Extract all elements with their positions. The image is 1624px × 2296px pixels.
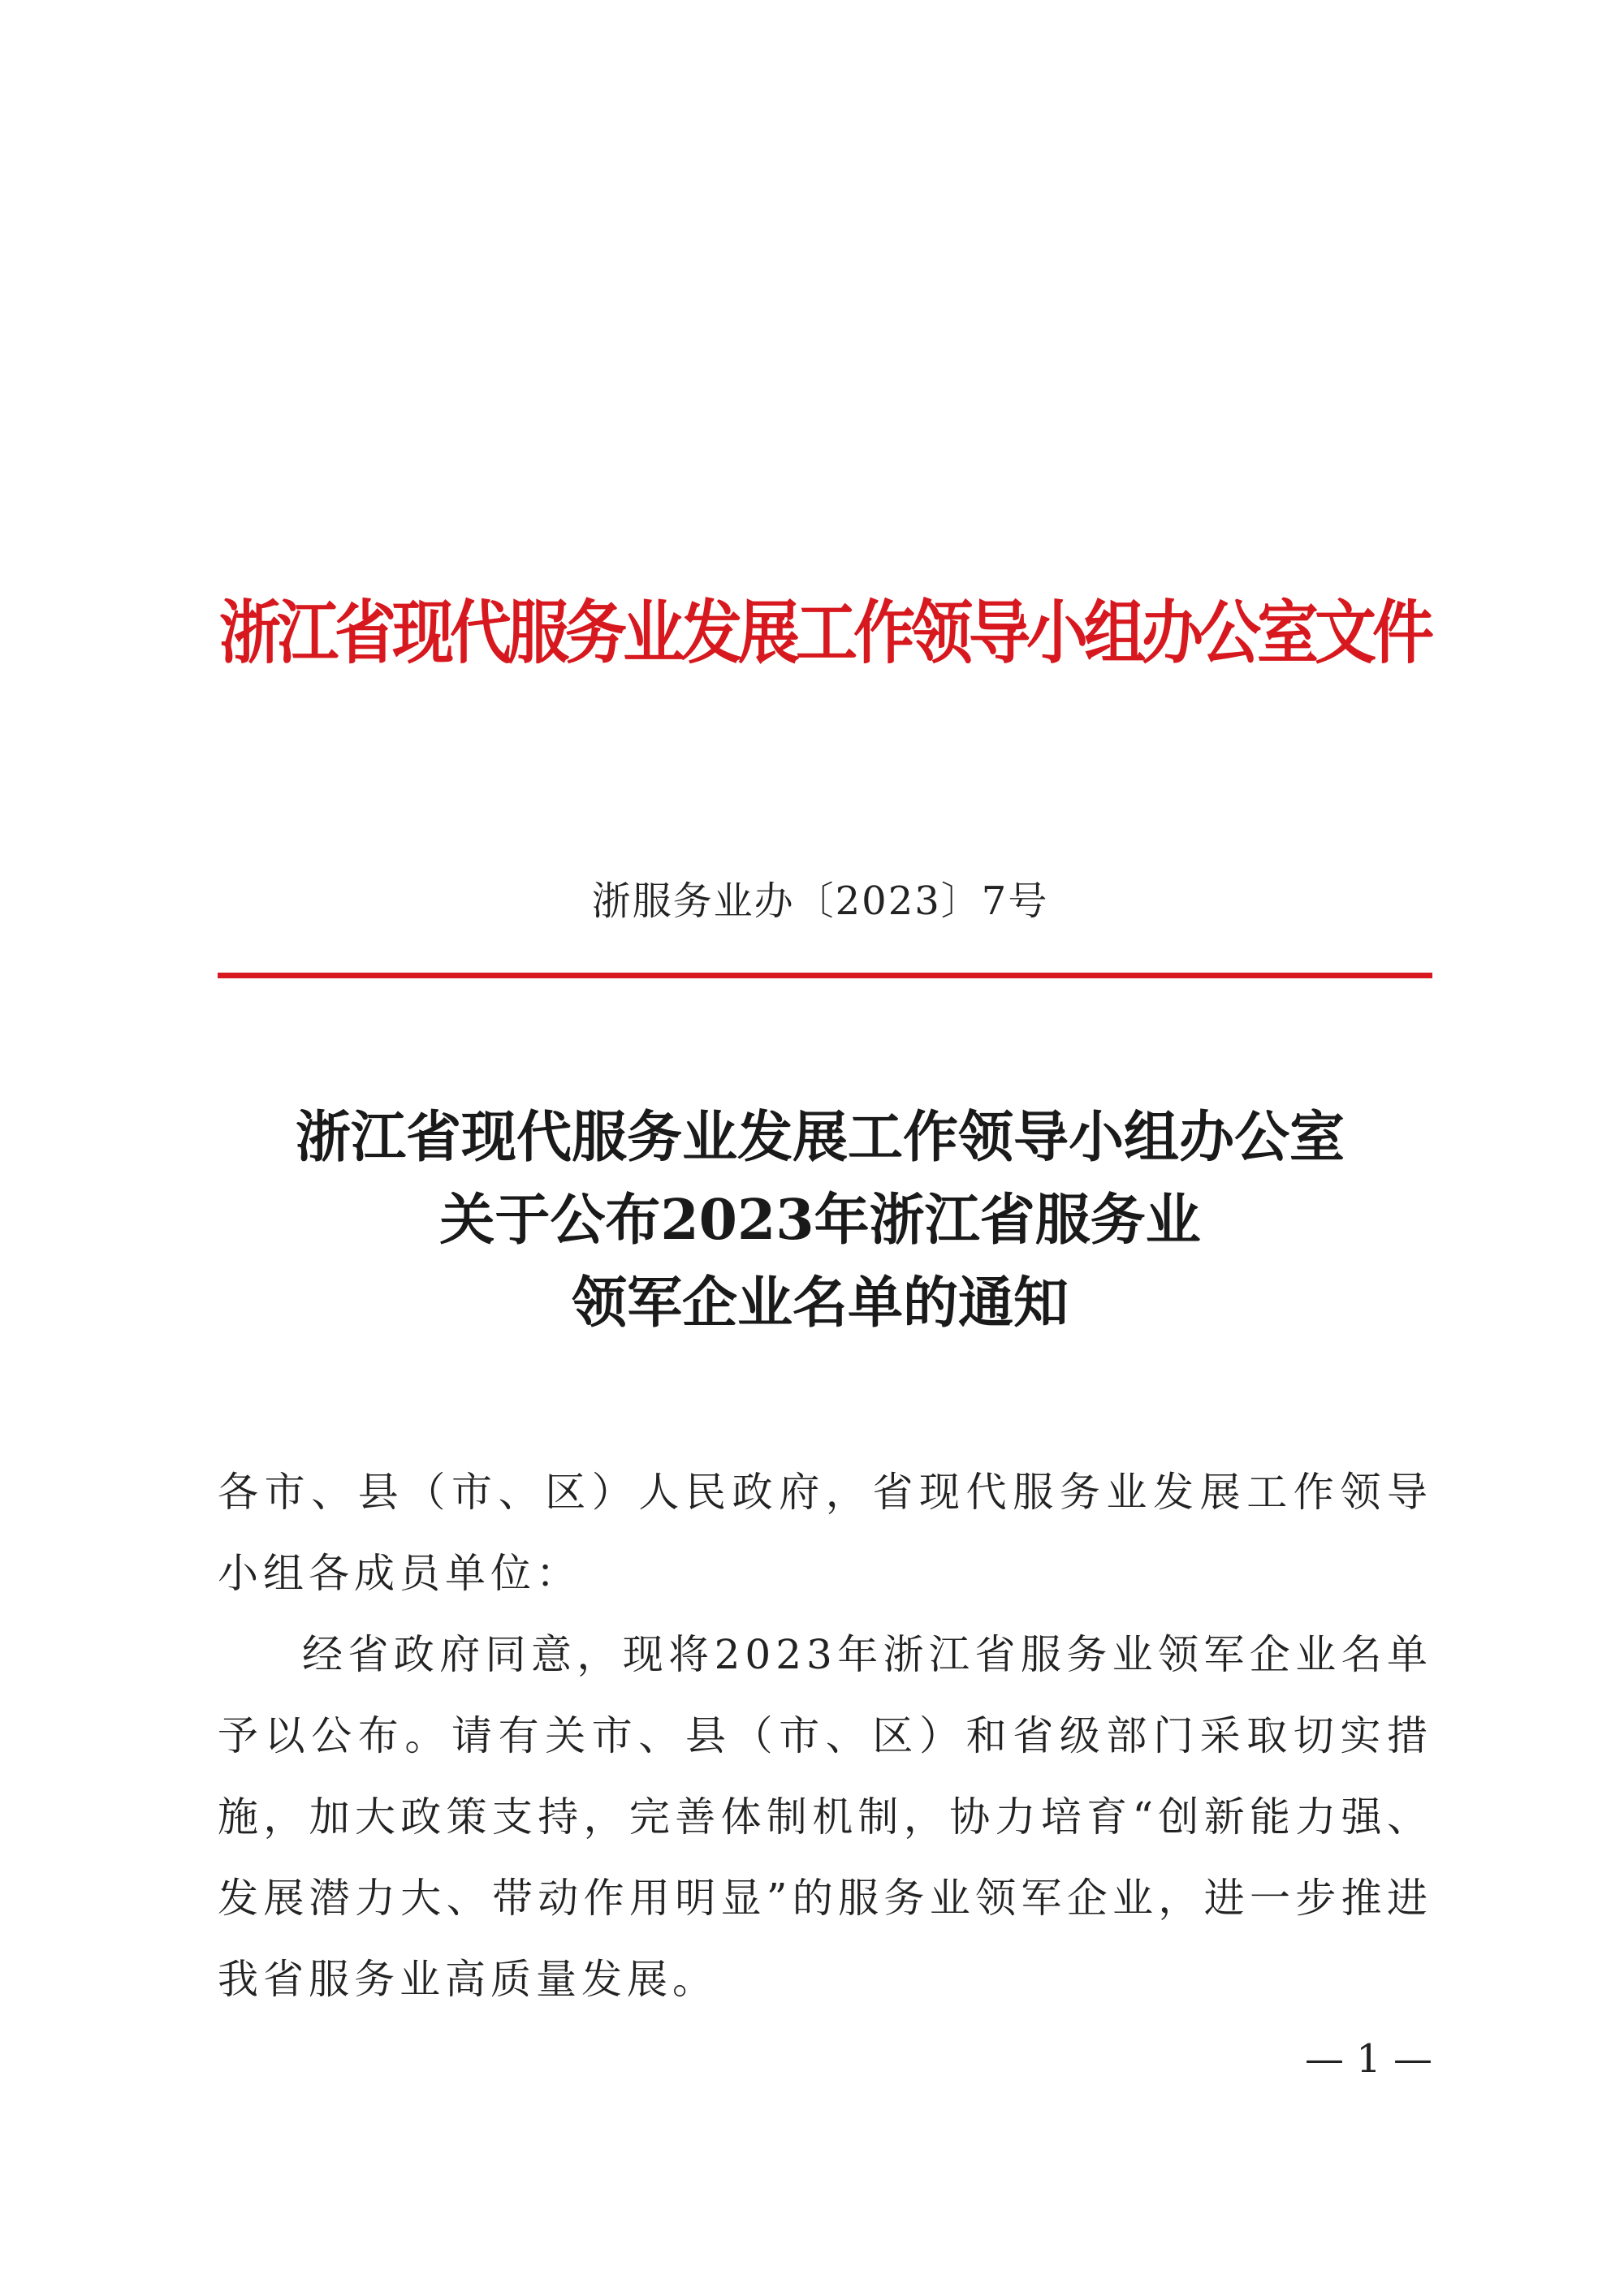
- page-number: — 1 —: [1304, 2036, 1432, 2082]
- document-title: [219, 1096, 1421, 1344]
- title-line-1: 浙江省现代服务业发展工作领导小组办公室: [295, 1105, 1345, 1170]
- salutation: 各市、县（市、区）人民政府，省现代服务业发展工作领导小组各成员单位：: [218, 1469, 1432, 1597]
- issuing-office-header: 浙江省现代服务业发展工作领导小组办公室文件: [219, 592, 1430, 674]
- document-number: 浙服务业办〔2023〕7号: [591, 878, 1049, 924]
- title-line-3: 领军企业名单的通知: [571, 1271, 1069, 1336]
- body-paragraph: 经省政府同意，现将2023年浙江省服务业领军企业名单予以公布。请有关市、县（市、区）和省级部门采取切实措施，加大政策支持，完善体制机制，协力培育“创新能力强、发展潜力大、带动作用明显”的服务业领军企业，进一步推进我省服务业高质量发展。: [218, 1631, 1432, 2003]
- document-body: [218, 1452, 1432, 2020]
- red-separator-line: [218, 973, 1432, 978]
- title-line-2: 关于公布2023年浙江省服务业: [439, 1188, 1201, 1253]
